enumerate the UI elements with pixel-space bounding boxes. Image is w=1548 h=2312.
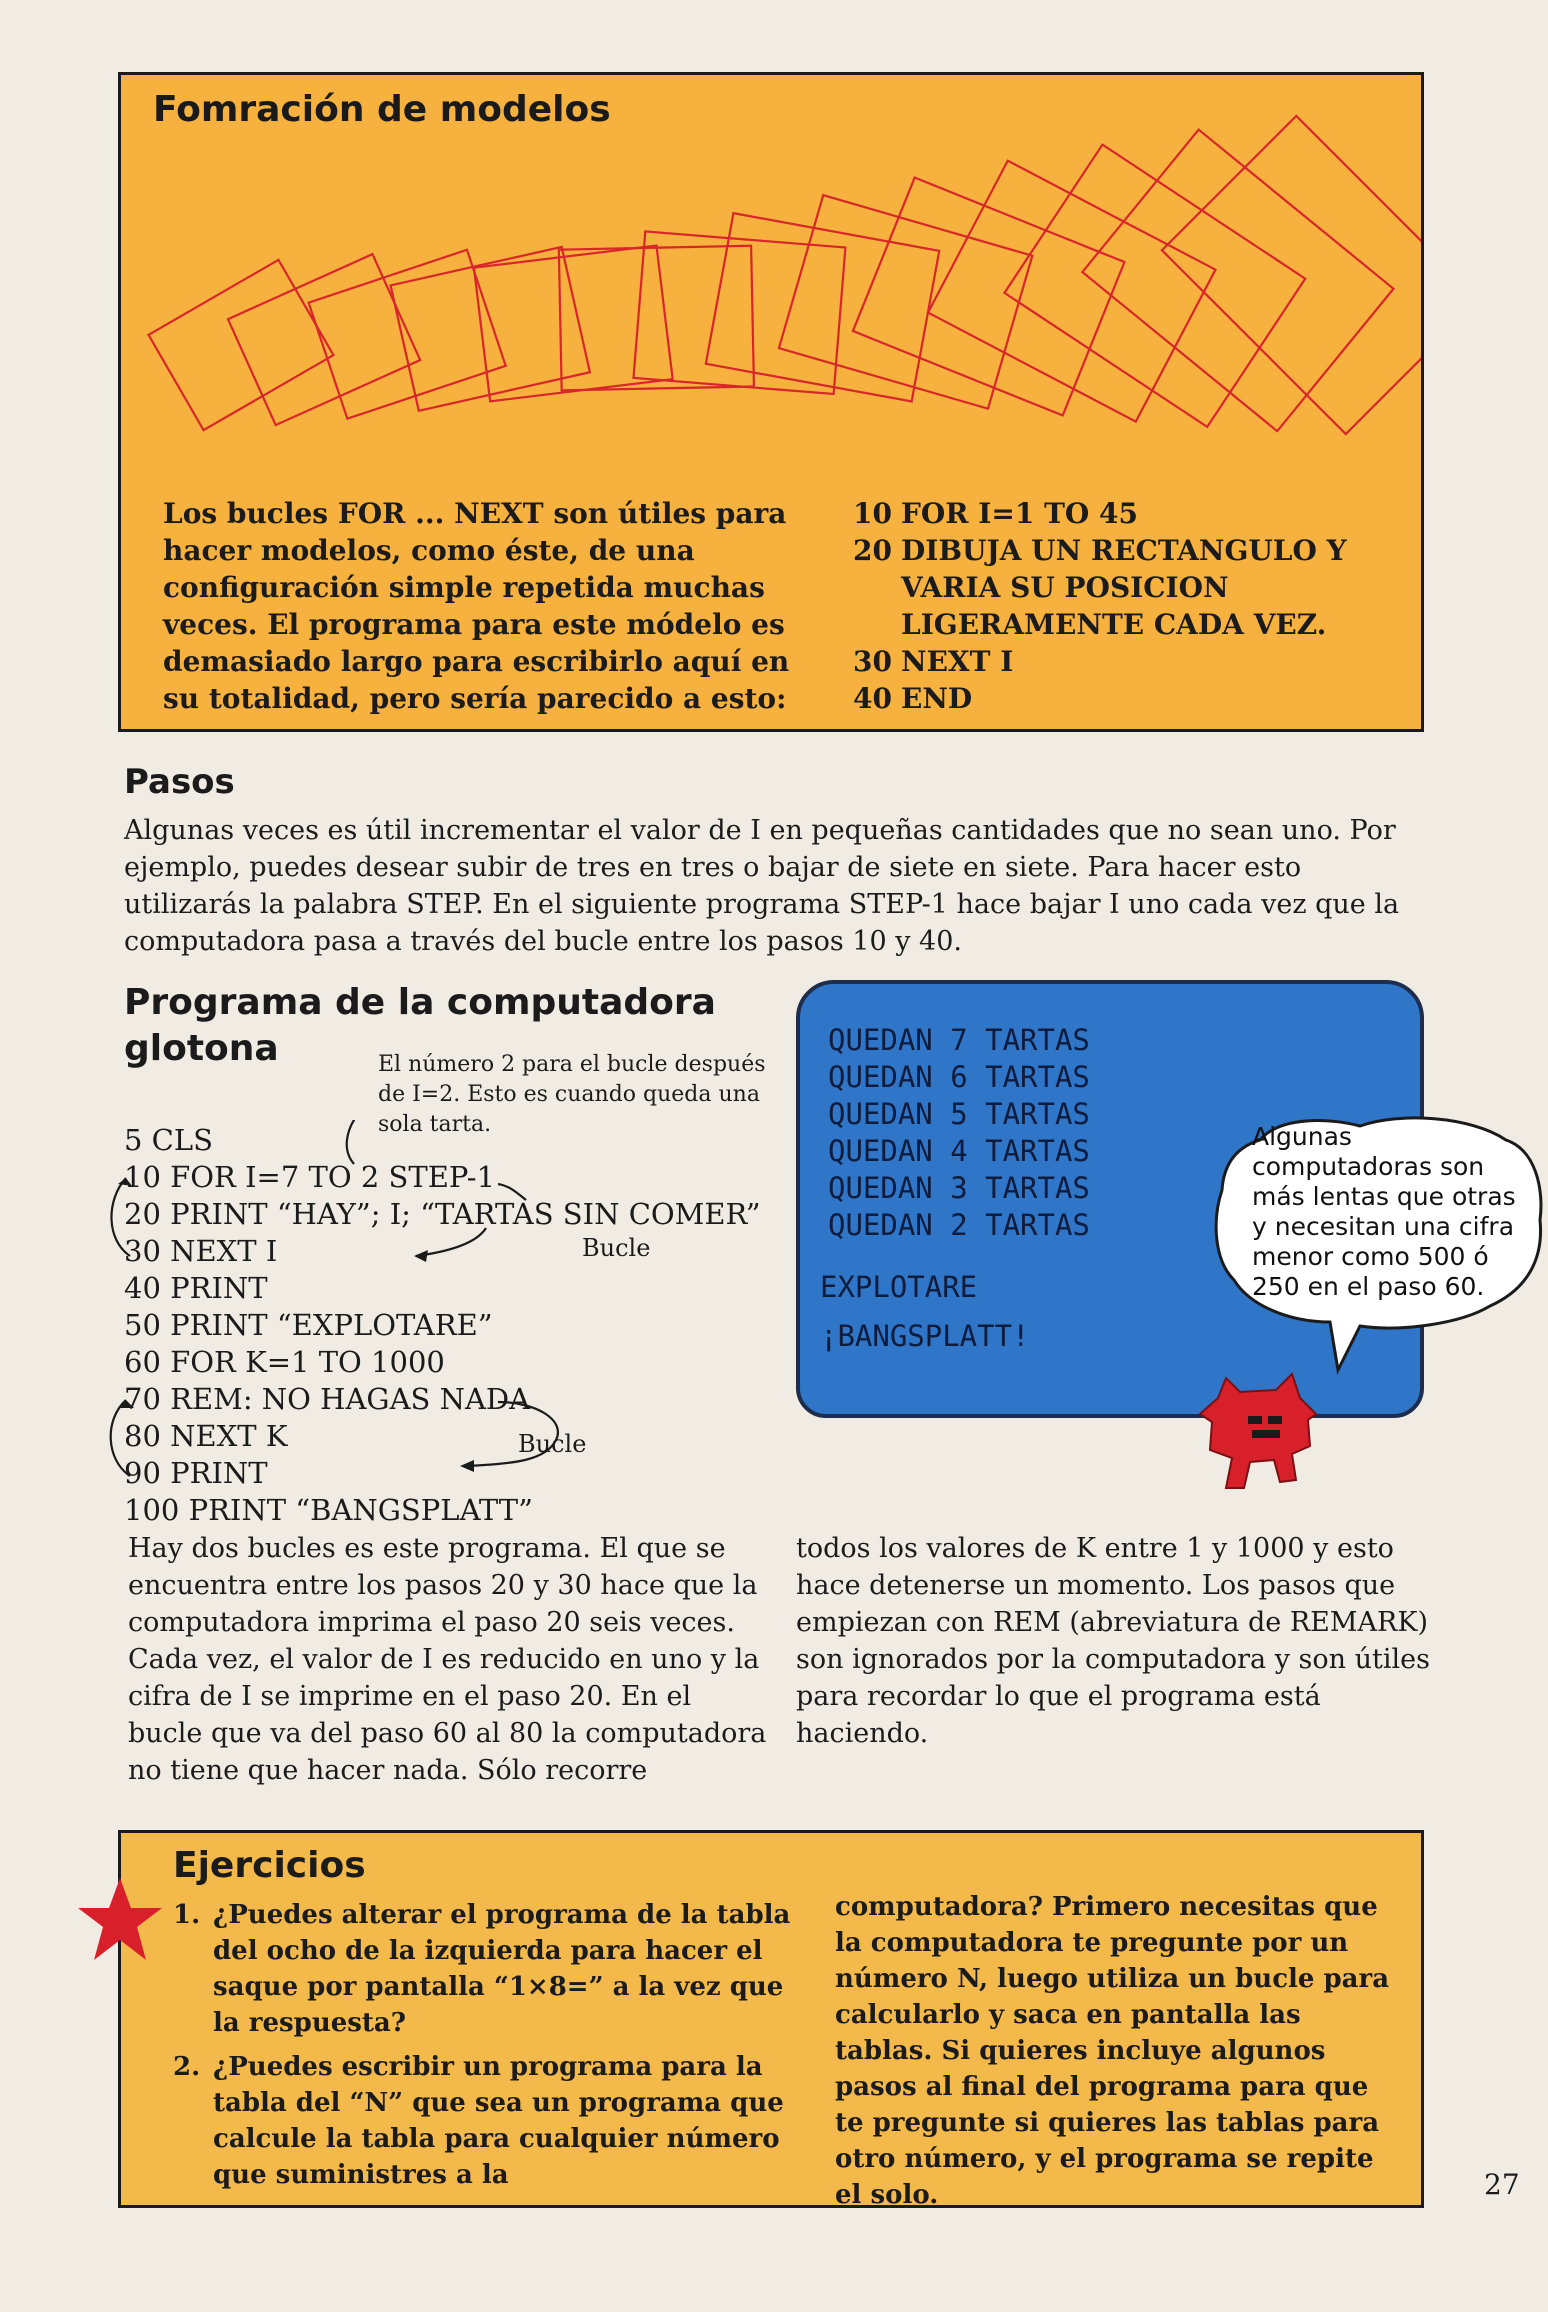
program-listing: [124, 1122, 804, 1529]
pattern-box-title: Fomración de modelos: [153, 89, 611, 130]
screen-line: QUEDAN 5 TARTAS: [828, 1097, 1090, 1131]
program-line: 90 PRINT: [124, 1456, 268, 1490]
screen-explotare: EXPLOTARE: [820, 1270, 978, 1304]
program-heading: Programa de la computadora glotona: [124, 982, 716, 1069]
loop-label-2: Bucle: [518, 1430, 587, 1458]
loop-note: El número 2 para el bucle después de I=2. Esto es cuando queda una sola tarta.: [378, 1052, 766, 1137]
program-line: 10 FOR I=7 TO 2 STEP-1: [124, 1160, 496, 1194]
body-text-right: todos los valores de K entre 1 y 1000 y esto hace detenerse un momento. Los pasos que empiezan con REM (abreviatura de REMARK) son ignorados por la computadora y son útiles para recordar lo que el programa está haciendo.: [796, 1533, 1430, 1749]
body-text-left: Hay dos bucles es este programa. El que se encuentra entre los pasos 20 y 30 hace que la computadora imprima el paso 20 seis veces. Cada vez, el valor de I es reducido en uno y la cifra de I se imprime en el paso 20. En el bucle que va del paso 60 al 80 la computadora no tiene que hacer nada. Sólo recorre: [128, 1533, 767, 1786]
screen-line: QUEDAN 4 TARTAS: [828, 1134, 1090, 1168]
exercise-number: 2.: [173, 2052, 201, 2082]
code-line-number: 10: [853, 497, 892, 530]
program-line: 20 PRINT “HAY”; I; “TARTAS SIN COMER”: [124, 1197, 761, 1231]
code-line: [853, 680, 1413, 717]
exercise-number: 1.: [173, 1900, 201, 1930]
exercise-item: [173, 2049, 813, 2193]
exercises-left-column: [173, 1897, 813, 2193]
code-line: [853, 643, 1413, 680]
program-line: 70 REM: NO HAGAS NADA: [124, 1382, 531, 1416]
program-line: 80 NEXT K: [124, 1419, 288, 1453]
code-line-text: FOR I=1 TO 45: [901, 497, 1139, 530]
screen-line: QUEDAN 7 TARTAS: [828, 1023, 1090, 1057]
code-line: [853, 495, 1413, 532]
exercise-continuation: computadora? Primero necesitas que la computadora te pregunte por un número N, luego utiliza un bucle para calcularlo y saca en pantalla las tablas. Si quieres incluye algunos pasos al final del programa para que te pregunte si quieres las tablas para otro número, y el programa se repite el solo.: [835, 1892, 1390, 2210]
code-line-number: 40: [853, 682, 892, 715]
program-line: 5 CLS: [124, 1123, 213, 1157]
pasos-paragraph: Algunas veces es útil incrementar el valor de I en pequeñas cantidades que no sean uno. Por ejemplo, puedes desear subir de tres en tres o bajar de siete en siete. Para hacer esto utilizarás la palabra STEP. En el siguiente programa STEP-1 hace bajar I uno cada vez que la computadora pasa a través del bucle entre los pasos 10 y 40.: [124, 815, 1400, 957]
rectangle-pattern-graphic: [121, 75, 1421, 495]
page-number: 27: [1484, 2168, 1520, 2201]
pattern-box-paragraph: Los bucles FOR ... NEXT son útiles para hacer modelos, como éste, de una configuración simple repetida muchas veces. El programa para este módelo es demasiado largo para escribirlo aquí en su totalidad, pero sería parecido a esto:: [163, 497, 790, 715]
code-line: [853, 532, 1413, 643]
code-line-text: DIBUJA UN RECTANGULO Y VARIA SU POSICION LIGERAMENTE CADA VEZ.: [901, 534, 1347, 641]
pattern-box: [118, 72, 1424, 732]
screen-bang: ¡BANGSPLATT!: [820, 1319, 1030, 1353]
code-line-text: NEXT I: [901, 645, 1014, 678]
loop-label-1: Bucle: [582, 1234, 651, 1262]
screen-output: [820, 1022, 1090, 1355]
screen-line: QUEDAN 2 TARTAS: [828, 1208, 1090, 1242]
speech-bubble-text: Algunas computadoras son más lentas que otras y necesitan una cifra menor como 500 ó 250 en el paso 60.: [1252, 1122, 1516, 1301]
code-line-number: 20: [853, 534, 892, 567]
pattern-rectangle: [309, 250, 506, 419]
program-line: 100 PRINT “BANGSPLATT”: [124, 1493, 533, 1527]
pattern-rectangle: [779, 195, 1032, 409]
exercise-item: [173, 1897, 813, 2041]
screen-line: QUEDAN 6 TARTAS: [828, 1060, 1090, 1094]
star-icon: [74, 1874, 166, 1966]
program-line: 40 PRINT: [124, 1271, 268, 1305]
monster-icon: [1196, 1370, 1326, 1494]
exercise-text: ¿Puedes alterar el programa de la tabla del ocho de la izquierda para hacer el saque por pantalla “1×8=” a la vez que la respuesta?: [213, 1900, 791, 2038]
pattern-rectangle: [1162, 116, 1421, 434]
pasos-heading: Pasos: [124, 762, 235, 802]
screen-line: QUEDAN 3 TARTAS: [828, 1171, 1090, 1205]
pattern-rectangle: [853, 178, 1125, 416]
pattern-rectangle: [149, 260, 334, 430]
exercise-text: ¿Puedes escribir un programa para la tabla del “N” que sea un programa que calcule la tabla para cualquier número que suministres a la: [213, 2052, 784, 2190]
pattern-rectangle: [706, 213, 939, 401]
program-line: 60 FOR K=1 TO 1000: [124, 1345, 445, 1379]
code-line-text: END: [901, 682, 973, 715]
program-line: 50 PRINT “EXPLOTARE”: [124, 1308, 493, 1342]
program-line: 30 NEXT I: [124, 1234, 278, 1268]
code-line-number: 30: [853, 645, 892, 678]
exercises-title: Ejercicios: [173, 1845, 366, 1886]
pattern-box-code: [853, 495, 1413, 717]
exercises-box: [118, 1830, 1424, 2208]
